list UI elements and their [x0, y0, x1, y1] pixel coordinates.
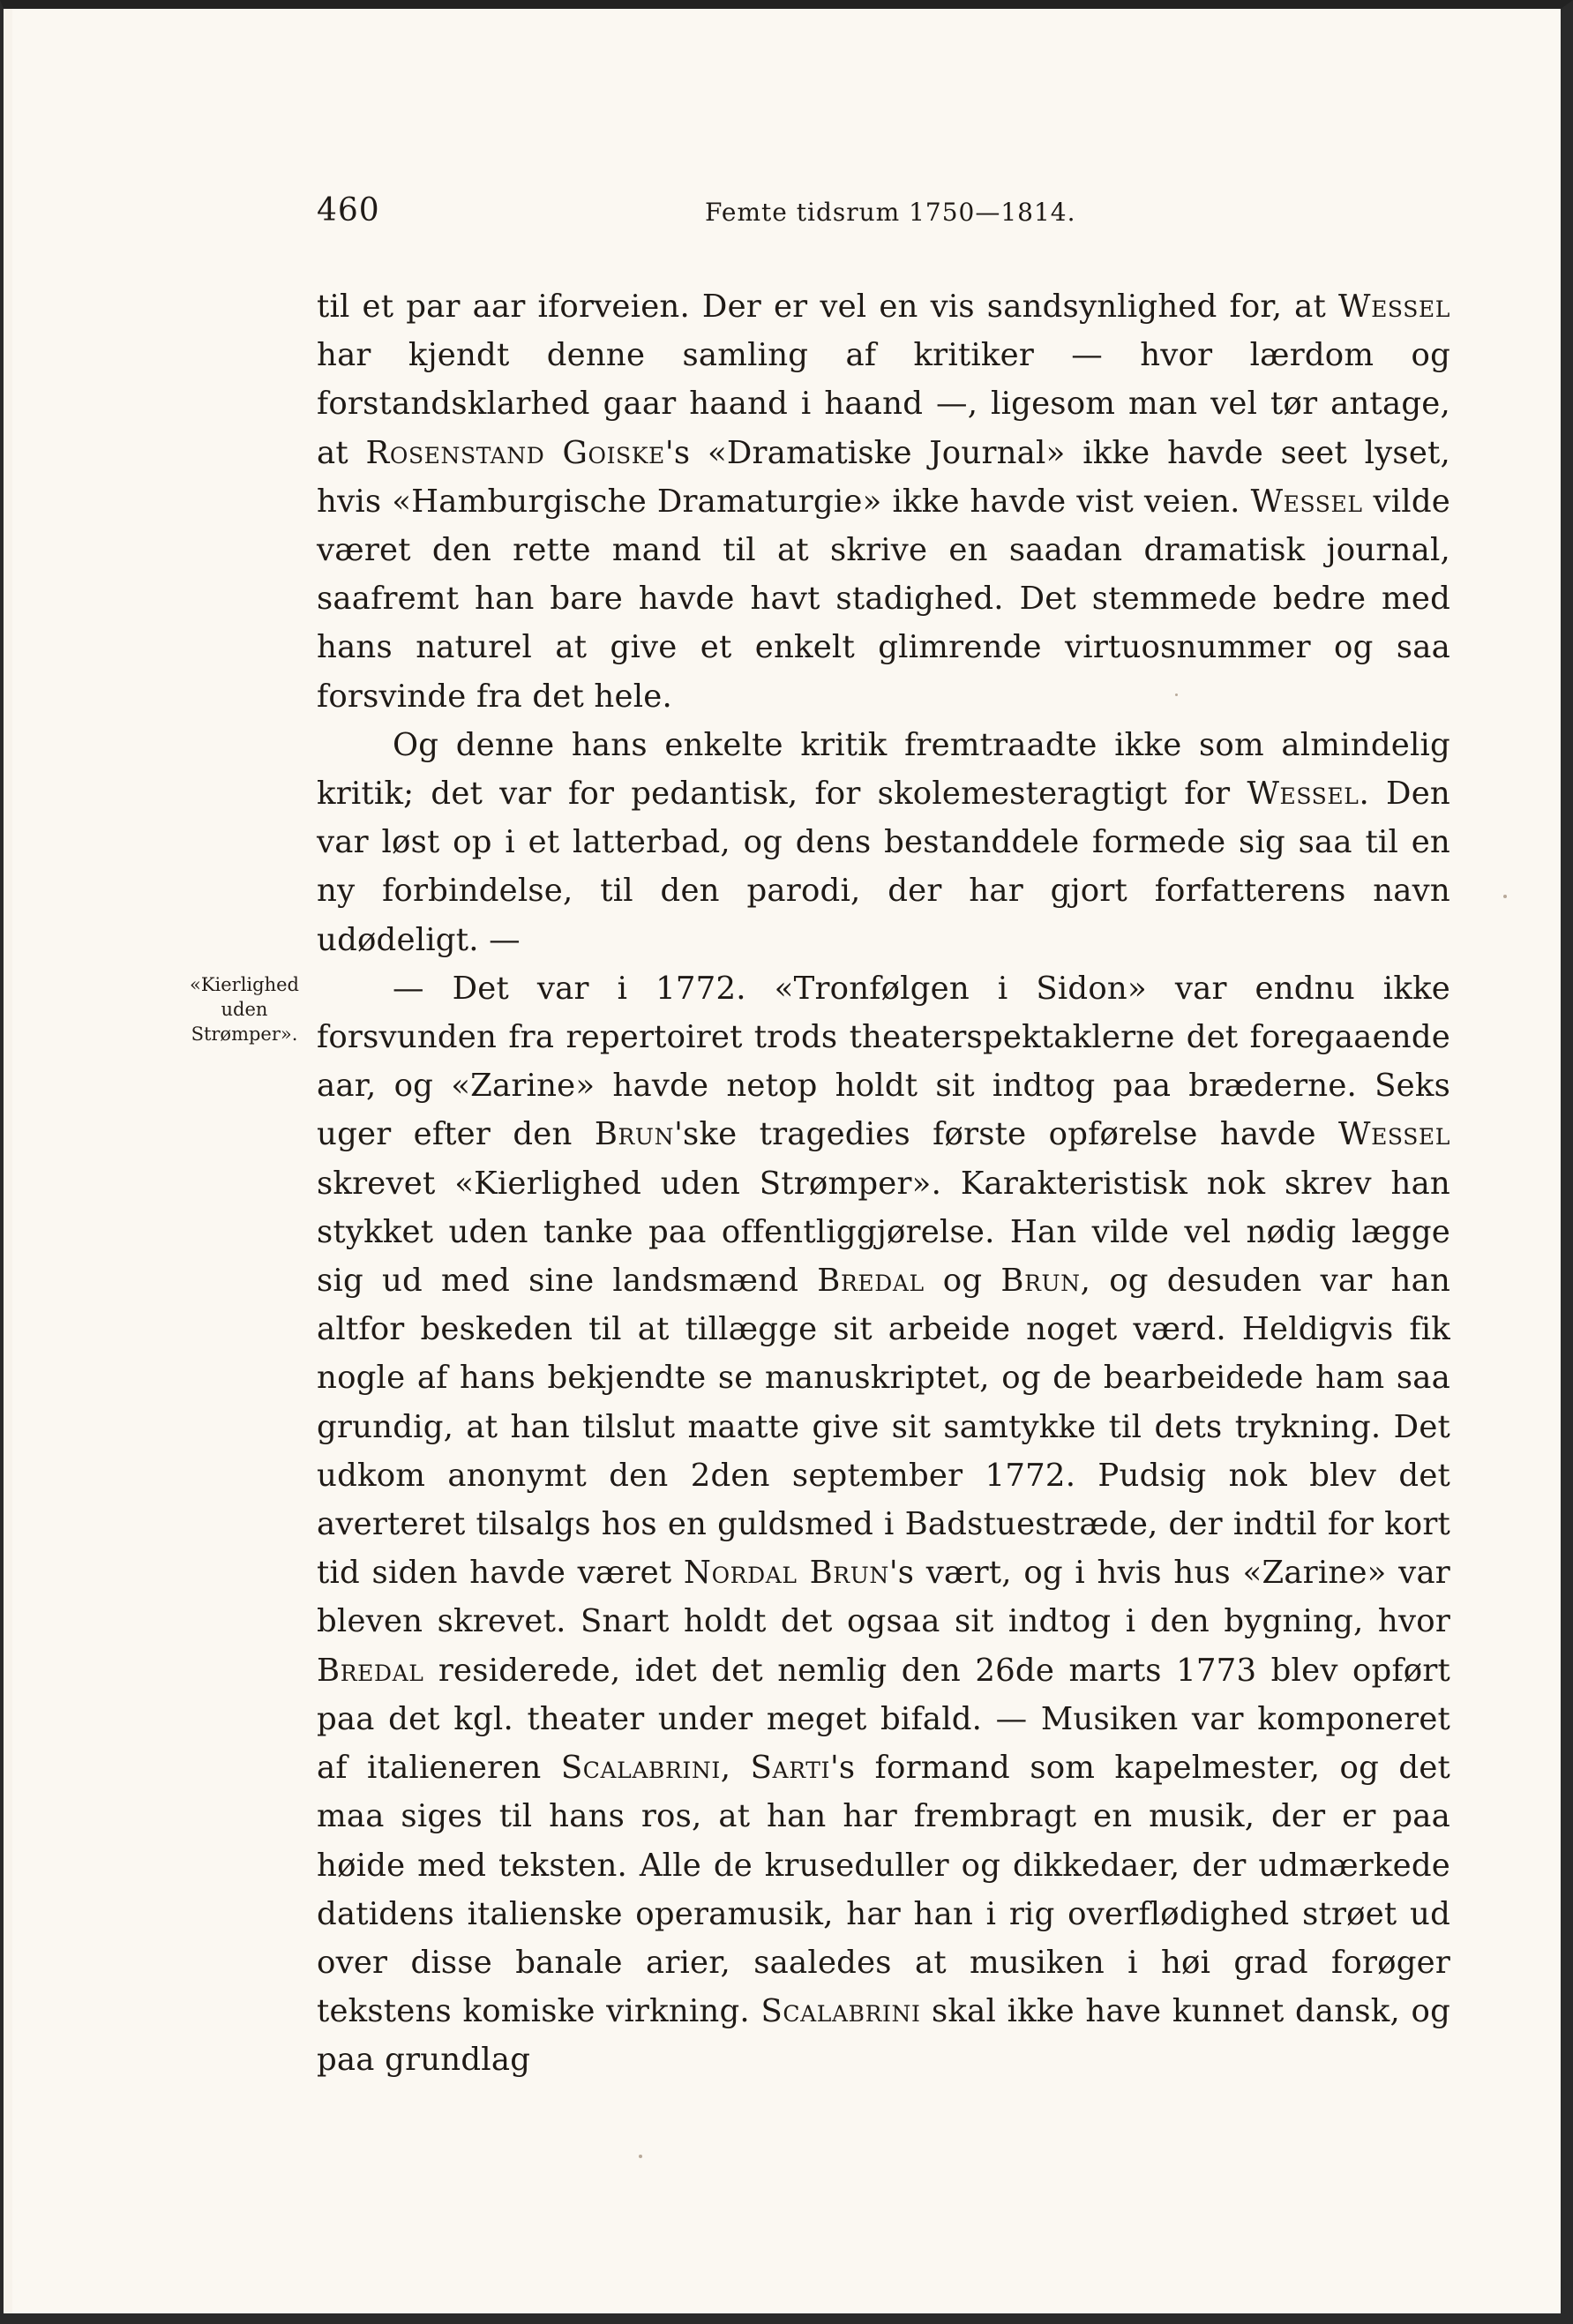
- author-name: Bredal: [817, 1263, 925, 1300]
- text-run: 'ske tragedies første opførelse havde: [674, 1116, 1338, 1153]
- text-run: ,: [720, 1750, 751, 1787]
- body-text: [317, 282, 1450, 2085]
- text-run: , og desuden var han altfor beskeden til at tillægge sit arbeide noget værd. Heldigvis fik nogle af hans bekjendte se manuskriptet, og de bearbeidede ham saa grundig, at han tilslut maatte give sit samtykke til dets trykning. Det udkom anonymt den 2den september 1772. Pudsig nok blev det averteret tilsalgs hos en guldsmed i Badstuestræde, der indtil for kort tid siden havde været: [317, 1263, 1451, 1592]
- paragraph-1: [317, 282, 1450, 721]
- author-name: Bredal: [317, 1652, 424, 1689]
- text-run: 's «Dramatiske Journal» ikke havde seet lyset, hvis «Hamburgische Dramaturgie» ikke havde vist veien.: [317, 434, 1450, 520]
- text-run: 's vært, og i hvis hus «Zarine» var bleven skrevet. Snart holdt det ogsaa sit indtog i den bygning, hvor: [317, 1555, 1450, 1640]
- author-name: Sarti: [750, 1750, 830, 1787]
- text-run: skal ikke have kunnet dansk, og paa grundlag: [317, 1993, 1450, 2079]
- author-name: Brun: [1000, 1263, 1081, 1300]
- text-run: vilde været den rette mand til at skrive en saadan dramatisk journal, saafremt han bare havde havt stadighed. Det stemmede bedre med hans naturel at give et enkelt glimrende virtuosnummer og saa forsvinde fra det hele.: [317, 483, 1450, 715]
- author-name: Brun: [594, 1116, 675, 1153]
- book-page: [12, 9, 1561, 2313]
- author-name: Wessel: [1247, 776, 1360, 813]
- marginal-note-line: Strømper».: [191, 1023, 298, 1045]
- paragraph-3: [317, 964, 1450, 2085]
- paper-speck: [1175, 693, 1178, 696]
- marginal-note-line: «Kierlighed: [190, 974, 299, 995]
- author-name: Scalabrini: [560, 1750, 721, 1787]
- running-head: [317, 192, 1450, 245]
- author-name: Rosenstand Goiske: [365, 434, 665, 471]
- text-run: og: [924, 1263, 1001, 1300]
- marginal-note: [178, 972, 311, 1046]
- paper-speck: [1503, 895, 1507, 898]
- running-title: Femte tidsrum 1750—1814.: [705, 198, 1076, 227]
- author-name: Wessel: [1337, 1116, 1450, 1153]
- text-run: til et par aar iforveien. Der er vel en vis sandsynlighed for, at: [317, 289, 1338, 325]
- marginal-note-line: uden: [221, 999, 268, 1020]
- text-run: har kjendt denne samling af kritiker — hvor lærdom og forstandsklarhed gaar haand i haand —, ligesom man vel tør antage, at: [317, 337, 1450, 471]
- text-run: — Det var i 1772. «Tronfølgen i Sidon» var endnu ikke forsvunden fra repertoiret trods theaterspektaklerne det foregaaende aar, og «Zarine» havde netop holdt sit indtog paa bræderne. Seks uger efter den: [317, 970, 1450, 1153]
- paragraph-2: [317, 721, 1450, 964]
- text-run: . Den var løst op i et latterbad, og dens bestanddele formede sig saa til en ny forbindelse, til den parodi, der har gjort forfatterens navn udødeligt. —: [317, 776, 1450, 958]
- text-run: Og denne hans enkelte kritik fremtraadte ikke som almindelig kritik; det var for pedantisk, for skolemesteragtigt for: [317, 726, 1450, 813]
- author-name: Wessel: [1250, 483, 1363, 520]
- author-name: Nordal Brun: [683, 1555, 889, 1592]
- author-name: Wessel: [1337, 289, 1450, 325]
- text-run: residerede, idet det nemlig den 26de marts 1773 blev opført paa det kgl. theater under meget bifald. — Musiken var komponeret af italieneren: [317, 1652, 1450, 1787]
- author-name: Scalabrini: [760, 1993, 921, 2030]
- page-number: 460: [317, 192, 380, 229]
- text-run: skrevet «Kierlighed uden Strømper». Karakteristisk nok skrev han stykket uden tanke paa offentliggjørelse. Han vilde vel nødig lægge sig ud med sine landsmænd: [317, 1165, 1450, 1300]
- text-run: 's formand som kapelmester, og det maa siges til hans ros, at han har frembragt en musik, der er paa høide med teksten. Alle de kruseduller og dikkedaer, der udmærkede datidens italienske operamusik, har han i rig overflødighed strøet ud over disse banale arier, saaledes at musiken i høi grad forøger tekstens komiske virkning.: [317, 1750, 1450, 2030]
- paper-speck: [639, 2155, 642, 2158]
